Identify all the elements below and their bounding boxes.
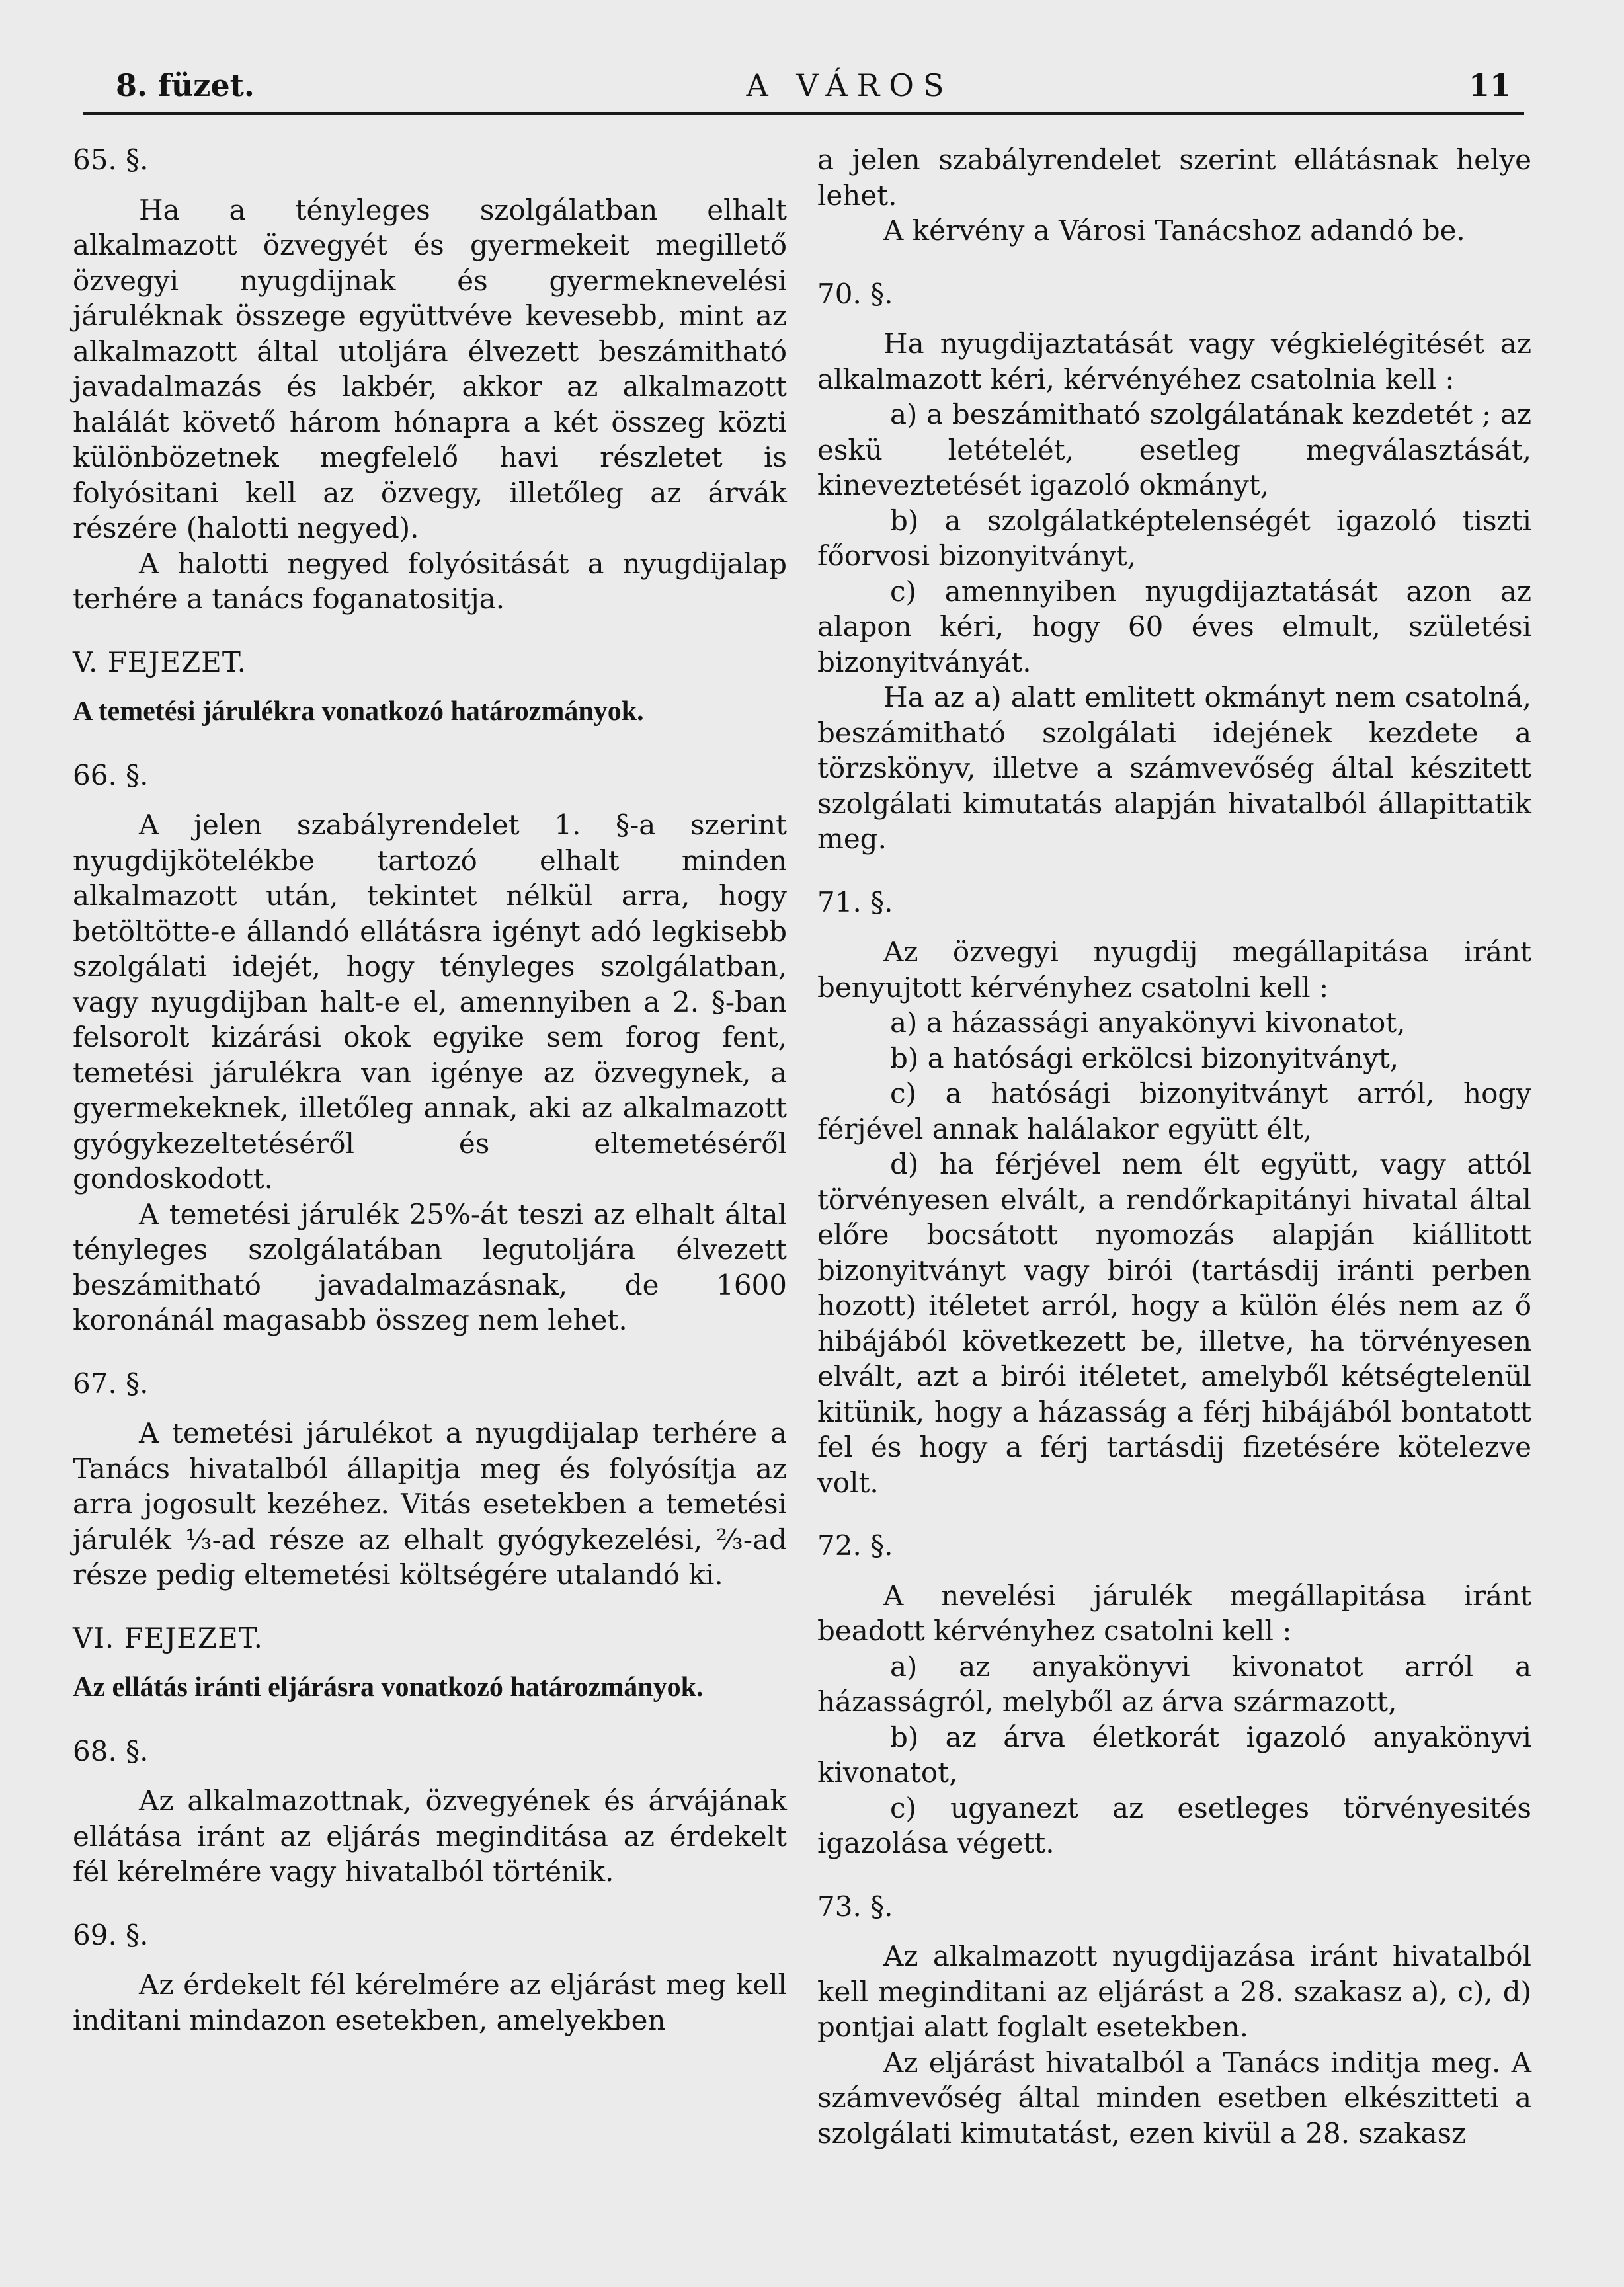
paragraph: A halotti negyed folyósitását a nyugdijalap terhére a tanács foganatositja.: [73, 547, 787, 615]
paragraph: Az özvegyi nyugdij megállapitása iránt benyujtott kérvényhez csatolni kell :: [817, 936, 1531, 1004]
paragraph: Az érdekelt fél kérelmére az eljárást meg kell inditani mindazon esetekben, amelyekben: [73, 1968, 787, 2036]
section-heading: 70. §.: [817, 277, 893, 310]
list-item: b) az árva életkorát igazoló anyakönyvi kivonatot,: [817, 1720, 1531, 1788]
section-heading: 66. §.: [73, 758, 149, 791]
list-item: a) a beszámitható szolgálatának kezdetét ; az eskü letételét, esetleg megválasztását, kineveztetését igazoló okmányt,: [817, 398, 1531, 501]
section-heading: 67. §.: [73, 1367, 149, 1400]
chapter-heading: VI. FEJEZET.: [73, 1621, 263, 1654]
paragraph-continuation: a jelen szabályrendelet szerint ellátásnak helye lehet.: [817, 143, 1531, 212]
running-header: [83, 61, 1524, 115]
list-item: b) a szolgálatképtelenségét igazoló tiszti főorvosi bizonyitványt,: [817, 504, 1531, 572]
left-column: [73, 142, 787, 2038]
section-heading: 69. §.: [73, 1918, 149, 1951]
section-heading: 72. §.: [817, 1529, 893, 1562]
list-item: b) a hatósági erkölcsi bizonyitványt,: [890, 1041, 1399, 1074]
paragraph: Az alkalmazottnak, özvegyének és árvájának ellátása iránt az eljárás meginditása az érdekelt fél kérelmére vagy hivatalból történik.: [73, 1785, 787, 1888]
paragraph: A jelen szabályrendelet 1. §-a szerint nyugdijkötelékbe tartozó elhalt minden alkalmazott után, tekintet nélkül arra, hogy betöltötte-e állandó ellátásra igényt adó legkisebb szolgálati idejét, hogy tényleges szolgálatban, vagy nyugdijban halt-e el, amennyiben a 2. §-ban felsorolt kizárási okok egyike sem forog fent, temetési járulékra van igénye az özvegynek, a gyermekeknek, illetőleg annak, aki az alkalmazott gyógykezeltetéséről és eltemetéséről gondoskodott.: [73, 809, 787, 1195]
paragraph: A kérvény a Városi Tanácshoz adandó be.: [883, 214, 1465, 247]
paragraph: Ha nyugdijaztatását vagy végkielégitését az alkalmazott kéri, kérvényéhez csatolnia kell :: [817, 327, 1531, 395]
list-item: c) amennyiben nyugdijaztatását azon az alapon kéri, hogy 60 éves elmult, születési bizonyitványát.: [817, 575, 1531, 678]
paragraph: A temetési járulék 25%-át teszi az elhalt által tényleges szolgálatában legutoljára élvezett beszámitható javadalmazásnak, de 1600 koronánál magasabb összeg nem lehet.: [73, 1197, 787, 1336]
issue-number: 8. füzet.: [116, 67, 255, 103]
list-item: c) a hatósági bizonyitványt arról, hogy férjével annak halálakor együtt élt,: [817, 1077, 1531, 1145]
section-heading: 68. §.: [73, 1734, 149, 1767]
journal-title: A VÁROS: [746, 67, 954, 103]
chapter-title: Az ellátás iránti eljárásra vonatkozó határozmányok.: [73, 1672, 704, 1703]
right-column: [817, 142, 1531, 2151]
list-item: d) ha férjével nem élt együtt, vagy attól törvényesen elvált, a rendőrkapitányi hivatal által előre bocsátott nyomozás alapján kiállitott bizonyitványt vagy birói (tartásdij iránti perben hozott) itéletet arról, hogy a külön élés nem az ő hibájából következett be, illetve, ha törvényesen elvált, azt a birói itéletet, amelyből kétségtelenül kitünik, hogy a házasság a férj hibájából bontatott fel és hogy a férj tartásdij fizetésére kötelezve volt.: [817, 1148, 1531, 1499]
list-item: a) a házassági anyakönyvi kivonatot,: [890, 1006, 1406, 1039]
paragraph: Az eljárást hivatalból a Tanács inditja meg. A számvevőség által minden esetben elkészitteti a szolgálati kimutatást, ezen kivül a 28. szakasz: [817, 2046, 1531, 2149]
section-heading: 71. §.: [817, 885, 893, 918]
paragraph: A nevelési járulék megállapitása iránt beadott kérvényhez csatolni kell :: [817, 1579, 1531, 1647]
list-item: c) ugyanezt az esetleges törvényesités igazolása végett.: [817, 1791, 1531, 1859]
chapter-heading: V. FEJEZET.: [73, 645, 247, 678]
paragraph: Ha a tényleges szolgálatban elhalt alkalmazott özvegyét és gyermekeit megillető özvegyi nyugdijnak és gyermeknevelési járuléknak összege együttvéve kevesebb, mint az alkalmazott által utoljára élvezett beszámitható javadalmazás és lakbér, akkor az alkalmazott halálát követő három hónapra a két összeg közti különbözetnek megfelelő havi részletet is folyósitani kell az özvegy, illetőleg az árvák részére (halotti negyed).: [73, 193, 787, 544]
section-heading: 73. §.: [817, 1890, 893, 1923]
section-heading: 65. §.: [73, 143, 149, 176]
chapter-title: A temetési járulékra vonatkozó határozmányok.: [73, 696, 644, 727]
paragraph: A temetési járulékot a nyugdijalap terhére a Tanács hivatalból állapitja meg és folyósítja az arra jogosult kezéhez. Vitás esetekben a temetési járulék ⅓-ad része az elhalt gyógykezelési, ⅔-ad része pedig eltemetési költségére utalandó ki.: [73, 1417, 787, 1591]
paragraph: Ha az a) alatt emlitett okmányt nem csatolná, beszámitható szolgálati idejének kezdete a törzskönyv, illetve a számvevőség által készitett szolgálati kimutatás alapján hivatalból állapittatik meg.: [817, 681, 1531, 855]
list-item: a) az anyakönyvi kivonatot arról a házasságról, melyből az árva származott,: [817, 1650, 1531, 1718]
page-number: 11: [1468, 67, 1511, 103]
paragraph: Az alkalmazott nyugdijazása iránt hivatalból kell meginditani az eljárást a 28. szakasz a), c), d) pontjai alatt foglalt esetekben.: [817, 1940, 1531, 2043]
